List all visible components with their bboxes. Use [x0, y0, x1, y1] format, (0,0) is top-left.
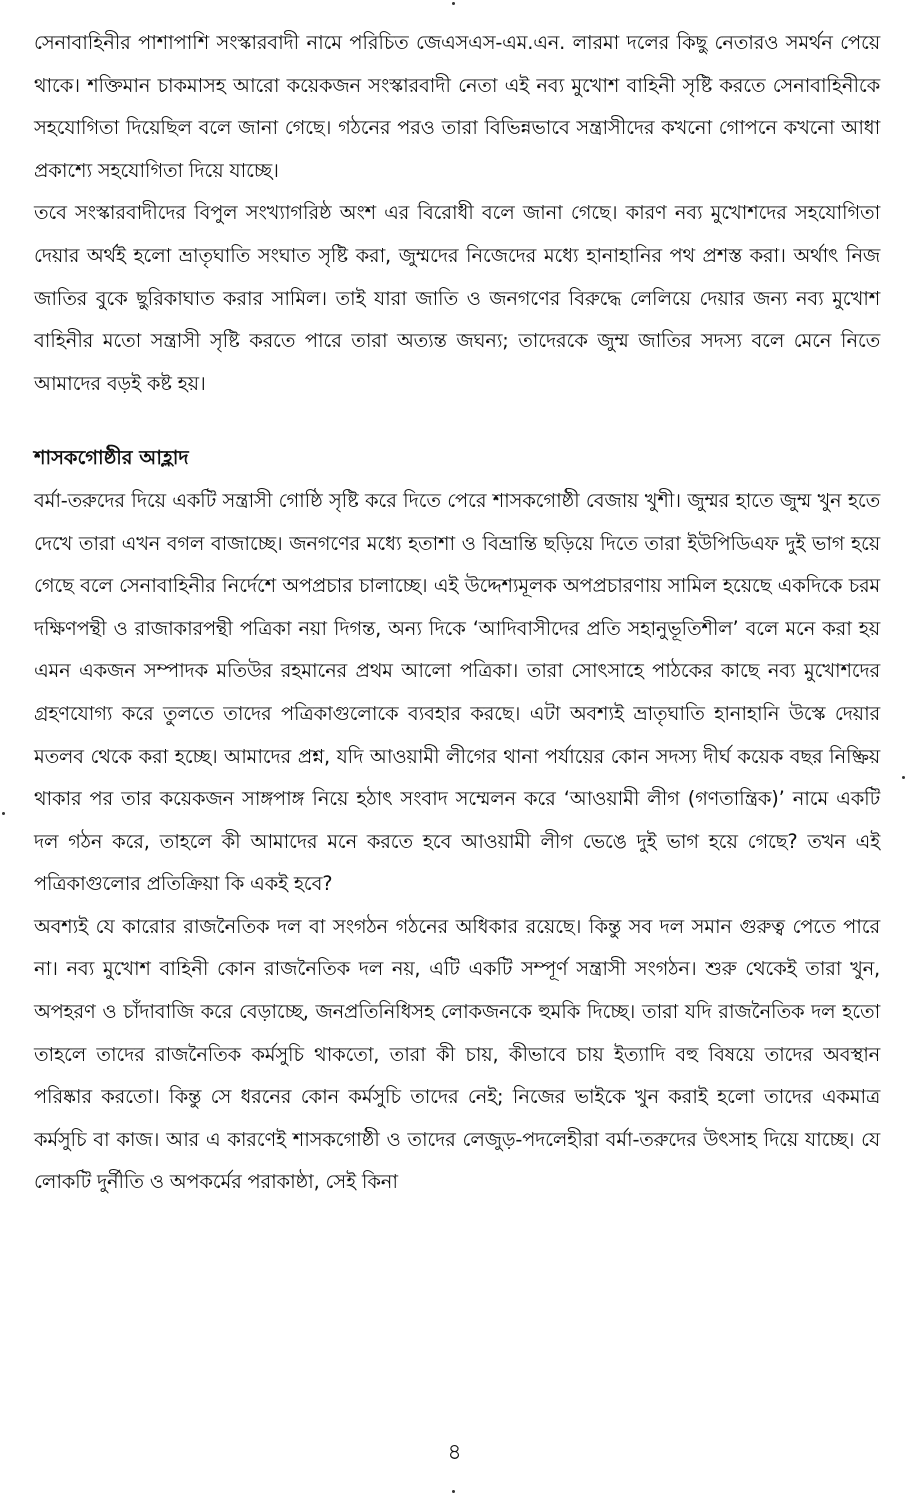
paragraph: বর্মা-তরুদের দিয়ে একটি সন্ত্রাসী গোষ্ঠি সৃষ্টি করে দিতে পেরে শাসকগোষ্ঠী বেজায় খুশী। জুম্মর হাতে জুম্ম খুন হতে দেখে তারা এখন বগল বাজাচ্ছে। জনগণের মধ্যে হতাশা ও বিভ্রান্তি ছড়িয়ে দিতে তারা ইউপিডিএফ দুই ভাগ হয়ে গেছে বলে সেনাবাহিনীর নির্দেশে অপপ্রচার চালাচ্ছে। এই উদ্দেশ্যমূলক অপপ্রচারণায় সামিল হয়েছে একদিকে চরম দক্ষিণপন্থী ও রাজাকারপন্থী পত্রিকা নয়া দিগন্ত, অন্য দিকে ‘আদিবাসীদের প্রতি সহানুভূতিশীল’ বলে মনে করা হয় এমন একজন সম্পাদক মতিউর রহমানের প্রথম আলো পত্রিকা। তারা সোৎসাহে পাঠকের কাছে নব্য মুখোশদের গ্রহণযোগ্য করে তুলতে তাদের পত্রিকাগুলোকে ব্যবহার করছে। এটা অবশ্যই ভ্রাতৃঘাতি হানাহানি উস্কে দেয়ার মতলব থেকে করা হচ্ছে। আমাদের প্রশ্ন, যদি আওয়ামী লীগের থানা পর্যায়ের কোন সদস্য দীর্ঘ কয়েক বছর নিষ্ক্রিয় থাকার পর তার কয়েকজন সাঙ্গপাঙ্গ নিয়ে হঠাৎ সংবাদ সম্মেলন করে ‘আওয়ামী লীগ (গণতান্ত্রিক)’ নামে একটি দল গঠন করে, তাহলে কী আমাদের মনে করতে হবে আওয়ামী লীগ ভেঙে দুই ভাগ হয়ে গেছে? তখন এই পত্রিকাগুলোর প্রতিক্রিয়া কি একই হবে? — [34, 488, 880, 896]
section-gap — [34, 405, 880, 437]
scan-speck — [452, 2, 455, 5]
page-body — [34, 22, 880, 1204]
scan-speck — [902, 776, 905, 779]
paragraph: অবশ্যই যে কারোর রাজনৈতিক দল বা সংগঠন গঠনের অধিকার রয়েছে। কিন্তু সব দল সমান গুরুত্ব পেতে পারে না। নব্য মুখোশ বাহিনী কোন রাজনৈতিক দল নয়, এটি একটি সম্পূর্ণ সন্ত্রাসী সংগঠন। শুরু থেকেই তারা খুন, অপহরণ ও চাঁদাবাজি করে বেড়াচ্ছে, জনপ্রতিনিধিসহ লোকজনকে হুমকি দিচ্ছে। তারা যদি রাজনৈতিক দল হতো তাহলে তাদের রাজনৈতিক কর্মসুচি থাকতো, তারা কী চায়, কীভাবে চায় ইত্যাদি বহু বিষয়ে তাদের অবস্থান পরিষ্কার করতো। কিন্তু সে ধরনের কোন কর্মসুচি তাদের নেই; নিজের ভাইকে খুন করাই হলো তাদের একমাত্র কর্মসুচি বা কাজ। আর এ কারণেই শাসকগোষ্ঠী ও তাদের লেজুড়-পদলেহীরা বর্মা-তরুদের উৎসাহ দিয়ে যাচ্ছে। যে লোকটি দুর্নীতি ও অপকর্মের পরাকাষ্ঠা, সেই কিনা — [34, 914, 880, 1194]
scan-speck — [2, 812, 5, 815]
section-heading: শাসকগোষ্ঠীর আহ্লাদ — [34, 446, 189, 470]
scan-speck — [452, 1490, 455, 1493]
page-number: ৪ — [447, 1440, 462, 1465]
paragraph: তবে সংস্কারবাদীদের বিপুল সংখ্যাগরিষ্ঠ অংশ এর বিরোধী বলে জানা গেছে। কারণ নব্য মুখোশদের সহযোগিতা দেয়ার অর্থই হলো ভ্রাতৃঘাতি সংঘাত সৃষ্টি করা, জুম্মদের নিজেদের মধ্যে হানাহানির পথ প্রশস্ত করা। অর্থাৎ নিজ জাতির বুকে ছুরিকাঘাত করার সামিল। তাই যারা জাতি ও জনগণের বিরুদ্ধে লেলিয়ে দেয়ার জন্য নব্য মুখোশ বাহিনীর মতো সন্ত্রাসী সৃষ্টি করতে পারে তারা অত্যন্ত জঘন্য; তাদেরকে জুম্ম জাতির সদস্য বলে মেনে নিতে আমাদের বড়ই কষ্ট হয়। — [34, 201, 880, 395]
paragraph: সেনাবাহিনীর পাশাপাশি সংস্কারবাদী নামে পরিচিত জেএসএস-এম.এন. লারমা দলের কিছু নেতারও সমর্থন পেয়ে থাকে। শক্তিমান চাকমাসহ আরো কয়েকজন সংস্কারবাদী নেতা এই নব্য মুখোশ বাহিনী সৃষ্টি করতে সেনাবাহিনীকে সহযোগিতা দিয়েছিল বলে জানা গেছে। গঠনের পরও তারা বিভিন্নভাবে সন্ত্রাসীদের কখনো গোপনে কখনো আধা প্রকাশ্যে সহযোগিতা দিয়ে যাচ্ছে। — [34, 31, 880, 182]
